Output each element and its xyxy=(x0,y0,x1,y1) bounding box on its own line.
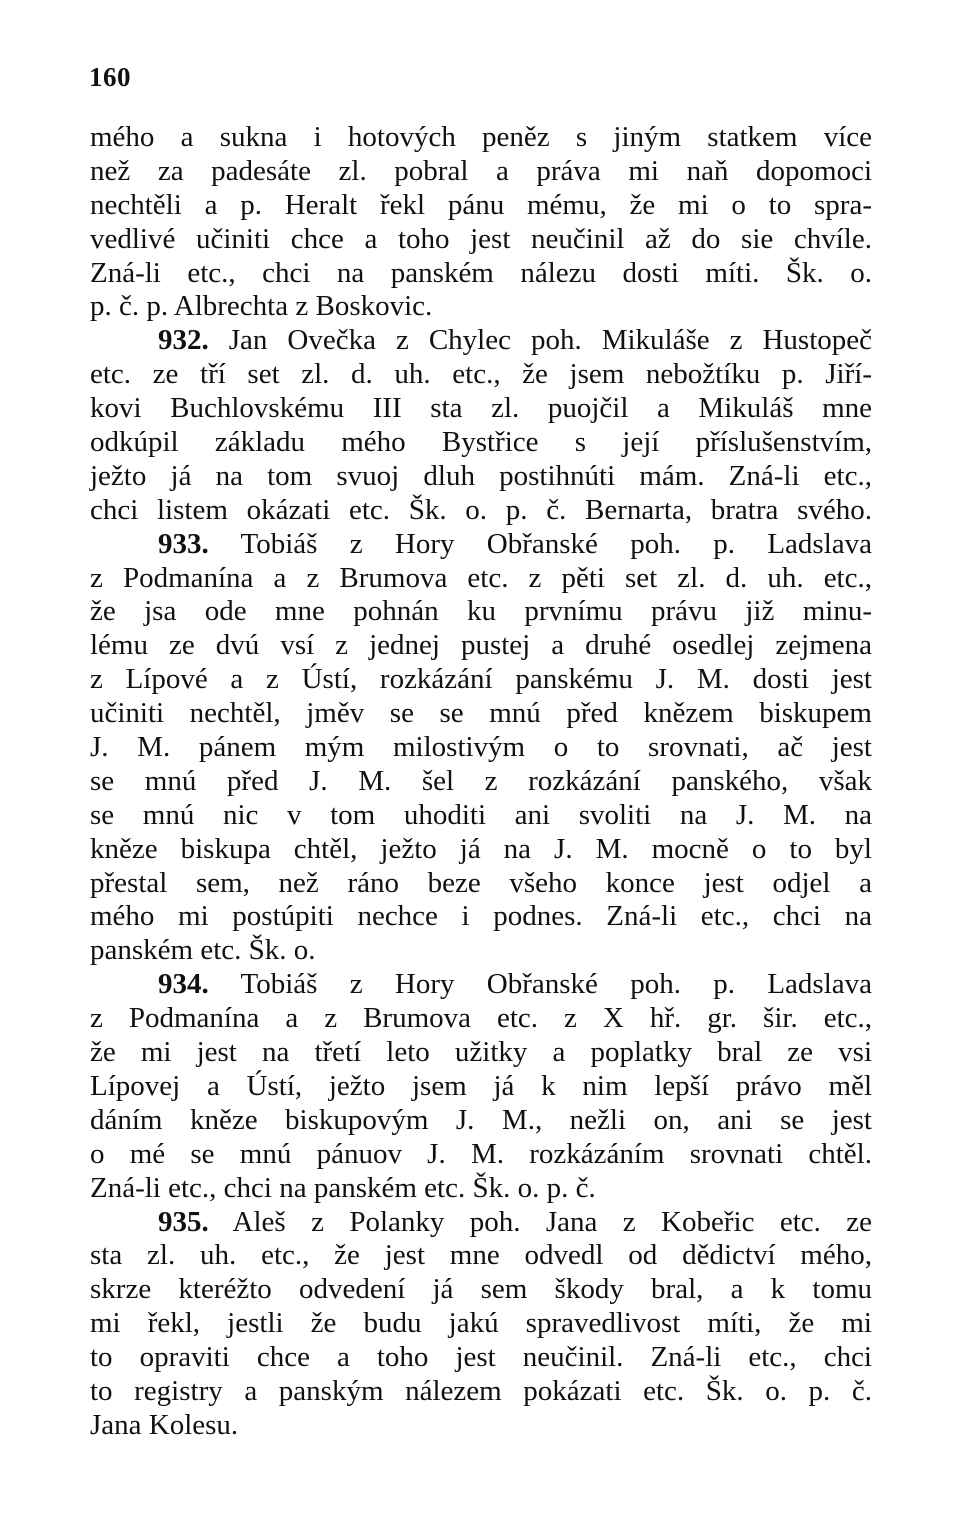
text-line xyxy=(90,629,872,663)
text-line xyxy=(90,697,872,731)
entry-number: 932. xyxy=(158,324,209,357)
line-text: lému ze dvú vsí z jednej pustej a druhé osedlej zejmena xyxy=(90,629,872,662)
line-text: kněze biskupa chtěl, ježto já na J. M. mocně o to byl xyxy=(90,832,872,865)
text-line xyxy=(90,731,872,765)
text-line xyxy=(90,1138,872,1172)
entry-first-line xyxy=(90,968,872,1002)
text-line xyxy=(90,426,872,460)
line-text: než za padesáte zl. pobral a práva mi naň dopomoci xyxy=(90,154,872,187)
text-line xyxy=(90,663,872,697)
text-line xyxy=(90,765,872,799)
line-text: že mi jest na třetí leto užitky a poplatky bral ze vsi xyxy=(90,1036,872,1069)
line-text: z Lípové a z Ústí, rozkázání panskému J. M. dosti jest xyxy=(90,663,872,696)
line-text: se mnú nic v tom uhoditi ani svoliti na J. M. na xyxy=(90,798,872,831)
line-text: Zná-li etc., chci na panském etc. Šk. o. p. č. xyxy=(90,1171,596,1204)
line-text: panském etc. Šk. o. xyxy=(90,934,316,967)
line-text: etc. ze tří set zl. d. uh. etc., že jsem nebožtíku p. Jiří- xyxy=(90,358,872,391)
line-text: to registry a panským nálezem pokázati etc. Šk. o. p. č. xyxy=(90,1374,872,1407)
entry-first-line xyxy=(90,324,872,358)
page-number: 160 xyxy=(89,62,131,92)
text-line xyxy=(90,358,872,392)
line-text: přestal sem, než ráno beze všeho konce jest odjel a xyxy=(90,866,872,899)
line-text: mi řekl, jestli že budu jakú spravedlivost míti, že mi xyxy=(90,1307,872,1340)
line-text: z Podmanína a z Brumova etc. z pěti set zl. d. uh. etc., xyxy=(90,561,872,594)
text-line xyxy=(90,1172,872,1206)
text-line xyxy=(90,1036,872,1070)
line-text: se mnú před J. M. šel z rozkázání panského, však xyxy=(90,764,872,797)
text-line xyxy=(90,189,872,223)
line-text: to opraviti chce a toho jest neučinil. Zná-li etc., chci xyxy=(90,1341,872,1374)
text-line xyxy=(90,1070,872,1104)
line-text: Aleš z Polanky poh. Jana z Kobeřic etc. ze xyxy=(232,1205,872,1238)
line-text: že jsa ode mne pohnán ku prvnímu právu již minu- xyxy=(90,595,872,628)
text-line xyxy=(90,1273,872,1307)
text-line xyxy=(90,392,872,426)
line-text: učiniti nechtěl, jměv se se mnú před knězem biskupem xyxy=(90,697,872,730)
entry-first-line xyxy=(90,528,872,562)
line-text: dáním kněze biskupovým J. M., nežli on, ani se jest xyxy=(90,1103,872,1136)
line-text: J. M. pánem mým milostivým o to srovnati, ač jest xyxy=(90,731,872,764)
text-line xyxy=(90,1307,872,1341)
text-line xyxy=(90,290,872,324)
text-line xyxy=(90,900,872,934)
text-line xyxy=(90,223,872,257)
line-text: mého a sukna i hotových peněz s jiným statkem více xyxy=(90,121,872,153)
line-text: p. č. p. Albrechta z Boskovic. xyxy=(90,290,433,323)
line-text: Tobiáš z Hory Obřanské poh. p. Ladslava xyxy=(240,968,872,1001)
entry-number: 934. xyxy=(158,968,209,1001)
line-text: vedlivé učiniti chce a toho jest neučinil až do sie chvíle. xyxy=(90,222,872,255)
text-line xyxy=(90,460,872,494)
line-text: o mé se mnú pánuov J. M. rozkázáním srovnati chtěl. xyxy=(90,1137,872,1170)
text-line xyxy=(90,867,872,901)
line-text: skrze kteréžto odvedení já sem škody bral, a k tomu xyxy=(90,1273,872,1306)
entry-number: 933. xyxy=(158,527,209,560)
line-text: sta zl. uh. etc., že jest mne odvedl od dědictví mého, xyxy=(90,1239,872,1272)
line-text: nechtěli a p. Heralt řekl pánu mému, že mi o to spra- xyxy=(90,188,872,221)
line-text: mého mi postúpiti nechce i podnes. Zná-li etc., chci na xyxy=(90,900,872,933)
text-line xyxy=(90,1002,872,1036)
entry-first-line xyxy=(90,1206,872,1240)
text-line xyxy=(90,833,872,867)
text-line xyxy=(90,595,872,629)
text-line xyxy=(90,121,872,155)
text-line xyxy=(90,1375,872,1409)
line-text: odkúpil základu mého Bystřice s její příslušenstvím, xyxy=(90,426,872,459)
text-line xyxy=(90,1409,872,1443)
text-line xyxy=(90,155,872,189)
text-line xyxy=(90,1104,872,1138)
text-line xyxy=(90,934,872,968)
text-line xyxy=(90,562,872,596)
text-line xyxy=(90,1341,872,1375)
line-text: Lípovej a Ústí, ježto jsem já k nim lepší právo měl xyxy=(90,1069,872,1102)
line-text: Tobiáš z Hory Obřanské poh. p. Ladslava xyxy=(240,527,872,560)
line-text: Zná-li etc., chci na panském nálezu dosti míti. Šk. o. xyxy=(90,256,872,289)
line-text: ježto já na tom svuoj dluh postihnúti mám. Zná-li etc., xyxy=(90,459,872,492)
text-line xyxy=(90,494,872,528)
line-text: Jan Ovečka z Chylec poh. Mikuláše z Hustopeč xyxy=(228,324,873,357)
document-body xyxy=(90,121,872,1443)
line-text: kovi Buchlovskému III sta zl. puojčil a Mikuláš mne xyxy=(90,392,872,425)
line-text: Jana Kolesu. xyxy=(90,1408,239,1441)
text-line xyxy=(90,257,872,291)
text-line xyxy=(90,799,872,833)
line-text: chci listem okázati etc. Šk. o. p. č. Bernarta, bratra svého. xyxy=(90,493,872,526)
entry-number: 935. xyxy=(158,1205,209,1238)
line-text: z Podmanína a z Brumova etc. z X hř. gr. šir. etc., xyxy=(90,1002,872,1035)
text-line xyxy=(90,1239,872,1273)
